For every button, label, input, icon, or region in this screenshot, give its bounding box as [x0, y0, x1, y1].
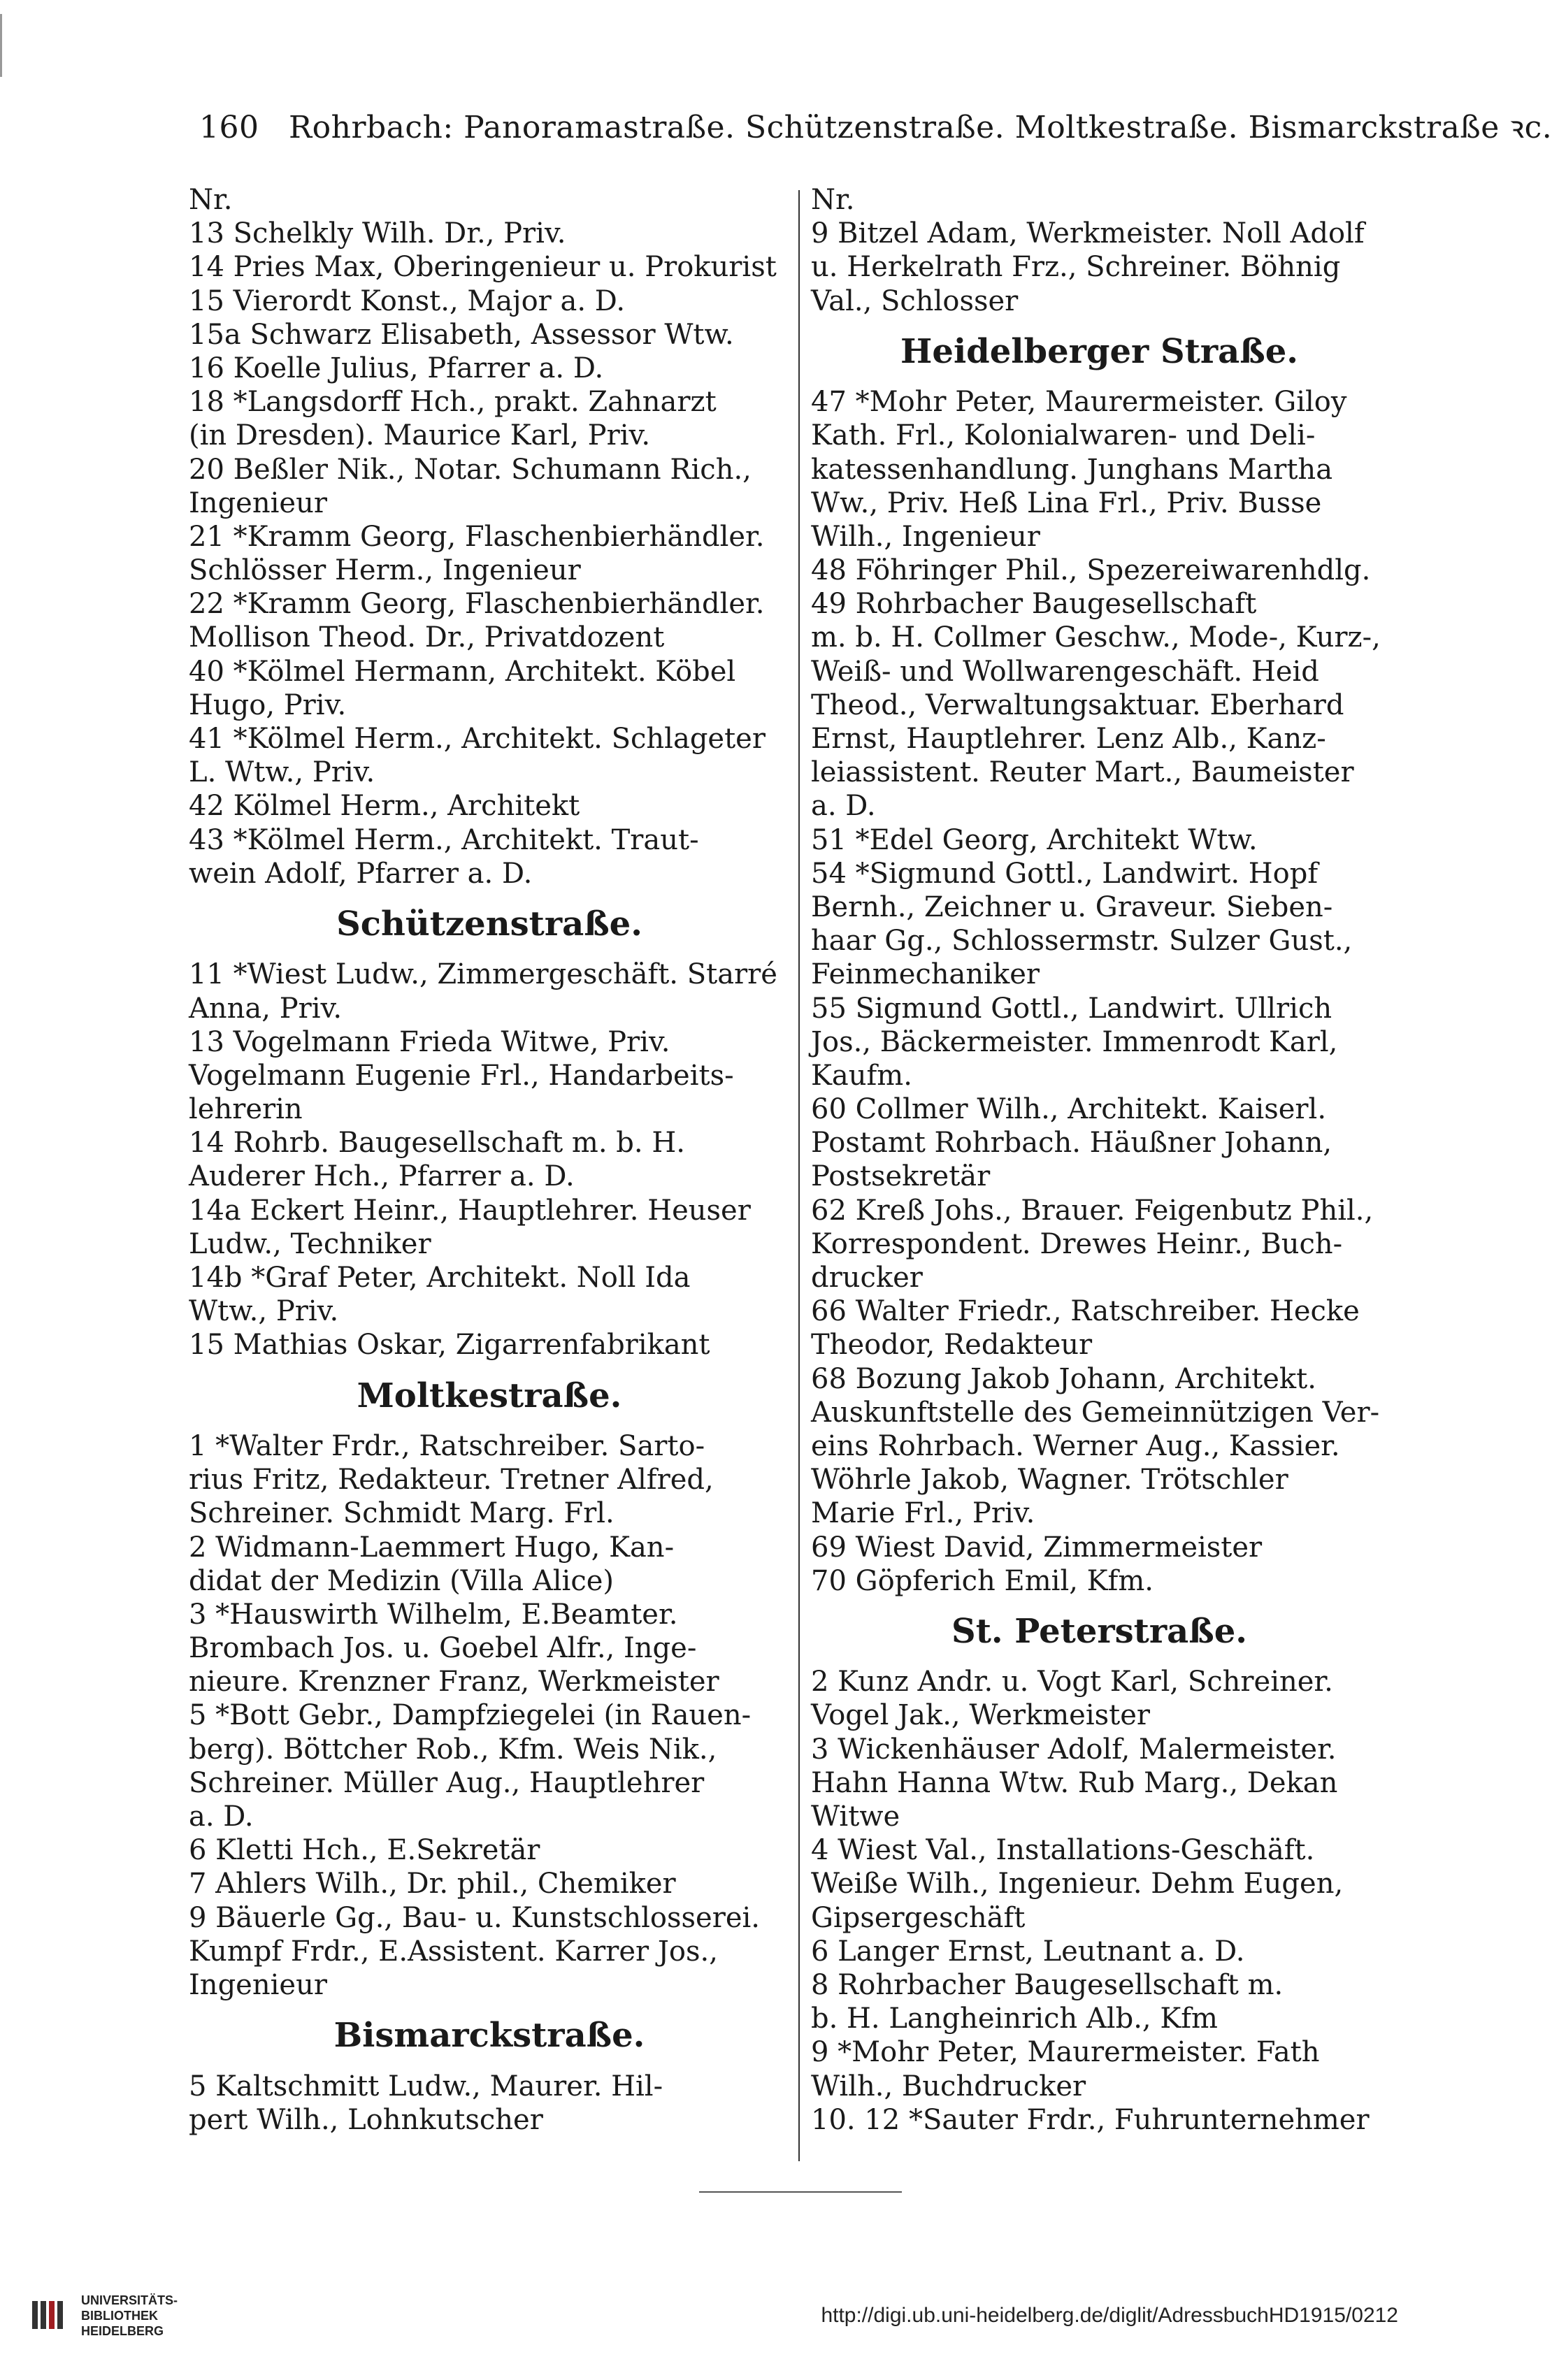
directory-entry-line: 2 Kunz Andr. u. Vogt Karl, Schreiner.	[811, 1666, 1333, 1699]
end-rule	[699, 2191, 902, 2193]
directory-entry-line: Ludw., Techniker	[189, 1227, 431, 1260]
directory-entry-line: 10. 12 *Sauter Frdr., Fuhrunternehmer	[811, 2103, 1370, 2136]
directory-entry-line: 15 Mathias Oskar, Zigarrenfabrikant	[189, 1329, 710, 1362]
directory-entry-line: 11 *Wiest Ludw., Zimmergeschäft. Starré	[189, 958, 777, 991]
left-column	[189, 183, 790, 2137]
directory-entry-line: leiassistent. Reuter Mart., Baumeister	[811, 756, 1354, 789]
heading-schuetzenstrasse: Schützenstraße.	[336, 904, 642, 944]
directory-entry-line: Mollison Theod. Dr., Privatdozent	[189, 621, 665, 654]
directory-entry-line: Wöhrle Jakob, Wagner. Trötschler	[811, 1464, 1288, 1496]
left-entries-panorama	[189, 183, 790, 890]
directory-entry-line: 15a Schwarz Elisabeth, Assessor Wtw.	[189, 318, 734, 351]
directory-entry-line: 51 *Edel Georg, Architekt Wtw.	[811, 823, 1258, 856]
heading-st-peterstrasse: St. Peterstraße.	[951, 1611, 1247, 1651]
directory-entry-line: a. D.	[189, 1801, 254, 1833]
directory-entry-line: 20 Beßler Nik., Notar. Schumann Rich.,	[189, 453, 752, 486]
directory-entry-line: (in Dresden). Maurice Karl, Priv.	[189, 419, 651, 452]
directory-entry-line: didat der Medizin (Villa Alice)	[189, 1564, 615, 1597]
directory-entry-line: Kath. Frl., Kolonialwaren- und Deli-	[811, 419, 1316, 452]
heading-heidelberger-strasse: Heidelberger Straße.	[900, 331, 1298, 371]
library-name-line: BIBLIOTHEK	[81, 2309, 158, 2323]
directory-entry-line: Weiß- und Wollwarengeschäft. Heid	[811, 655, 1319, 688]
directory-entry-line: 55 Sigmund Gottl., Landwirt. Ullrich	[811, 992, 1332, 1025]
directory-entry-line: Anna, Priv.	[189, 992, 343, 1025]
directory-entry-line: Postsekretär	[811, 1160, 991, 1193]
directory-entry-line: 22 *Kramm Georg, Flaschenbierhändler.	[189, 588, 765, 621]
directory-entry-line: Schlösser Herm., Ingenieur	[189, 554, 581, 587]
directory-entry-line: 6 Kletti Hch., E.Sekretär	[189, 1834, 540, 1867]
directory-entry-line: m. b. H. Collmer Geschw., Mode-, Kurz-,	[811, 621, 1381, 654]
directory-entry-line: 4 Wiest Val., Installations-Geschäft.	[811, 1834, 1315, 1867]
column-divider	[798, 190, 800, 2161]
directory-entry-line: 9 *Mohr Peter, Maurermeister. Fath	[811, 2036, 1320, 2069]
directory-entry-line: 9 Bitzel Adam, Werkmeister. Noll Adolf	[811, 217, 1365, 250]
directory-entry-line: 3 *Hauswirth Wilhelm, E.Beamter.	[189, 1598, 678, 1631]
scan-edge-mark	[0, 14, 2, 77]
directory-entry-line: Kumpf Frdr., E.Assistent. Karrer Jos.,	[189, 1935, 718, 1968]
directory-entry-line: 42 Kölmel Herm., Architekt	[189, 790, 580, 823]
directory-entry-line: 41 *Kölmel Herm., Architekt. Schlageter	[189, 723, 766, 755]
directory-entry-line: 60 Collmer Wilh., Architekt. Kaiserl.	[811, 1093, 1327, 1126]
right-entries-panorama	[811, 183, 1388, 318]
directory-entry-line: Korrespondent. Drewes Heinr., Buch-	[811, 1227, 1343, 1260]
directory-entry-line: 43 *Kölmel Herm., Architekt. Traut-	[189, 823, 699, 856]
directory-entry-line: Ernst, Hauptlehrer. Lenz Alb., Kanz-	[811, 723, 1326, 756]
directory-entry-line: 2 Widmann-Laemmert Hugo, Kan-	[189, 1531, 675, 1564]
directory-entry-line: 13 Vogelmann Frieda Witwe, Priv.	[189, 1025, 670, 1058]
directory-entry-line: Ingenieur	[189, 1968, 327, 2001]
directory-entry-line: 68 Bozung Jakob Johann, Architekt.	[811, 1362, 1316, 1395]
directory-entry-line: 7 Ahlers Wilh., Dr. phil., Chemiker	[189, 1868, 676, 1901]
directory-entry-line: Theod., Verwaltungsaktuar. Eberhard	[811, 688, 1344, 721]
directory-entry-line: Nr.	[811, 184, 855, 216]
directory-entry-line: 15 Vierordt Konst., Major a. D.	[189, 284, 626, 317]
directory-entry-line: 6 Langer Ernst, Leutnant a. D.	[811, 1935, 1245, 1968]
left-entries-moltke	[189, 1429, 790, 2002]
directory-entry-line: Auskunftstelle des Gemeinnützigen Ver-	[811, 1396, 1380, 1429]
library-name	[81, 2293, 178, 2339]
right-column	[811, 183, 1388, 2137]
page-title: Rohrbach: Panoramastraße. Schützenstraße. Moltkestraße. Bismarckstraße ꝛc.	[288, 110, 1552, 145]
directory-entry-line: 3 Wickenhäuser Adolf, Malermeister.	[811, 1733, 1337, 1766]
directory-entry-line: Postamt Rohrbach. Häußner Johann,	[811, 1127, 1332, 1160]
directory-entry-line: Jos., Bäckermeister. Immenrodt Karl,	[811, 1025, 1338, 1058]
directory-entry-line: rius Fritz, Redakteur. Tretner Alfred,	[189, 1464, 714, 1496]
directory-entry-line: 40 *Kölmel Hermann, Architekt. Köbel	[189, 655, 736, 688]
footer	[0, 2265, 1425, 2380]
directory-entry-line: 14b *Graf Peter, Architekt. Noll Ida	[189, 1262, 691, 1294]
directory-entry-line: Ingenieur	[189, 486, 327, 519]
directory-entry-line: b. H. Langheinrich Alb., Kfm	[811, 2003, 1218, 2035]
page-number: 160	[199, 110, 259, 145]
directory-entry-line: 16 Koelle Julius, Pfarrer a. D.	[189, 352, 604, 384]
directory-entry-line: Ww., Priv. Heß Lina Frl., Priv. Busse	[811, 486, 1322, 519]
directory-entry-line: 21 *Kramm Georg, Flaschenbierhändler.	[189, 520, 765, 553]
directory-entry-line: 14 Rohrb. Baugesellschaft m. b. H.	[189, 1127, 685, 1160]
directory-entry-line: u. Herkelrath Frz., Schreiner. Böhnig	[811, 251, 1341, 284]
directory-entry-line: Schreiner. Müller Aug., Hauptlehrer	[189, 1766, 705, 1799]
directory-entry-line: Val., Schlosser	[811, 284, 1019, 317]
directory-entry-line: Weiße Wilh., Ingenieur. Dehm Eugen,	[811, 1868, 1344, 1901]
directory-entry-line: 69 Wiest David, Zimmermeister	[811, 1531, 1263, 1564]
directory-entry-line: Vogelmann Eugenie Frl., Handarbeits-	[189, 1059, 734, 1092]
directory-entry-line: Vogel Jak., Werkmeister	[811, 1699, 1151, 1732]
directory-entry-line: haar Gg., Schlossermstr. Sulzer Gust.,	[811, 925, 1353, 958]
directory-entry-line: 18 *Langsdorff Hch., prakt. Zahnarzt	[189, 386, 717, 419]
heading-moltkestrasse: Moltkestraße.	[357, 1376, 622, 1415]
directory-entry-line: Wilh., Ingenieur	[811, 520, 1040, 553]
directory-entry-line: Wilh., Buchdrucker	[811, 2070, 1086, 2103]
directory-entry-line: Schreiner. Schmidt Marg. Frl.	[189, 1497, 615, 1530]
right-entries-peter	[811, 1665, 1388, 2137]
directory-entry-line: 48 Föhringer Phil., Spezereiwarenhdlg.	[811, 554, 1371, 587]
directory-entry-line: Hugo, Priv.	[189, 688, 347, 721]
directory-entry-line: lehrerin	[189, 1093, 303, 1126]
directory-entry-line: 14a Eckert Heinr., Hauptlehrer. Heuser	[189, 1194, 751, 1227]
directory-entry-line: L. Wtw., Priv.	[189, 756, 375, 789]
directory-entry-line: Nr.	[189, 184, 233, 216]
directory-entry-line: Gipsergeschäft	[811, 1901, 1026, 1934]
directory-entry-line: Brombach Jos. u. Goebel Alfr., Inge-	[189, 1632, 697, 1665]
directory-entry-line: 66 Walter Friedr., Ratschreiber. Hecke	[811, 1295, 1360, 1328]
library-name-line: HEIDELBERG	[81, 2324, 164, 2338]
directory-entry-line: wein Adolf, Pfarrer a. D.	[189, 857, 533, 890]
directory-entry-line: a. D.	[811, 790, 876, 823]
library-logo-icon	[29, 2294, 71, 2336]
directory-entry-line: Hahn Hanna Wtw. Rub Marg., Dekan	[811, 1766, 1338, 1799]
left-entries-schuetzen	[189, 958, 790, 1362]
directory-entry-line: 14 Pries Max, Oberingenieur u. Prokurist	[189, 251, 777, 284]
directory-entry-line: 5 Kaltschmitt Ludw., Maurer. Hil-	[189, 2070, 663, 2103]
directory-entry-line: 1 *Walter Frdr., Ratschreiber. Sarto-	[189, 1429, 705, 1462]
directory-entry-line: 62 Kreß Johs., Brauer. Feigenbutz Phil.,	[811, 1194, 1374, 1227]
directory-entry-line: Auderer Hch., Pfarrer a. D.	[189, 1160, 575, 1193]
page-header	[199, 105, 1552, 147]
directory-entry-line: Marie Frl., Priv.	[811, 1497, 1035, 1530]
directory-entry-line: 70 Göpferich Emil, Kfm.	[811, 1564, 1154, 1597]
directory-entry-line: Witwe	[811, 1801, 900, 1833]
directory-entry-line: 8 Rohrbacher Baugesellschaft m.	[811, 1968, 1284, 2001]
source-url-link[interactable]: http://digi.ub.uni-heidelberg.de/diglit/AdressbuchHD1915/0212	[821, 2304, 1398, 2327]
directory-entry-line: Feinmechaniker	[811, 958, 1040, 991]
heading-bismarckstrasse: Bismarckstraße.	[333, 2016, 645, 2056]
directory-entry-line: pert Wilh., Lohnkutscher	[189, 2103, 543, 2136]
directory-entry-line: eins Rohrbach. Werner Aug., Kassier.	[811, 1429, 1340, 1462]
library-name-line: UNIVERSITÄTS-	[81, 2293, 178, 2307]
directory-entry-line: Kaufm.	[811, 1059, 912, 1092]
left-entries-bismarck	[189, 2070, 790, 2137]
directory-entry-line: Wtw., Priv.	[189, 1295, 339, 1328]
directory-entry-line: Theodor, Redakteur	[811, 1329, 1093, 1362]
directory-entry-line: 5 *Bott Gebr., Dampfziegelei (in Rauen-	[189, 1699, 752, 1732]
directory-entry-line: 13 Schelkly Wilh. Dr., Priv.	[189, 217, 566, 250]
directory-entry-line: 49 Rohrbacher Baugesellschaft	[811, 588, 1257, 621]
directory-entry-line: Bernh., Zeichner u. Graveur. Sieben-	[811, 890, 1333, 923]
right-entries-heidelberger	[811, 385, 1388, 1598]
directory-entry-line: 54 *Sigmund Gottl., Landwirt. Hopf	[811, 857, 1319, 890]
directory-entry-line: berg). Böttcher Rob., Kfm. Weis Nik.,	[189, 1733, 717, 1766]
directory-entry-line: 9 Bäuerle Gg., Bau- u. Kunstschlosserei.	[189, 1901, 760, 1934]
directory-entry-line: katessenhandlung. Junghans Martha	[811, 453, 1333, 486]
directory-entry-line: nieure. Krenzner Franz, Werkmeister	[189, 1666, 719, 1699]
directory-entry-line: drucker	[811, 1262, 923, 1294]
directory-entry-line: 47 *Mohr Peter, Maurermeister. Giloy	[811, 386, 1347, 419]
